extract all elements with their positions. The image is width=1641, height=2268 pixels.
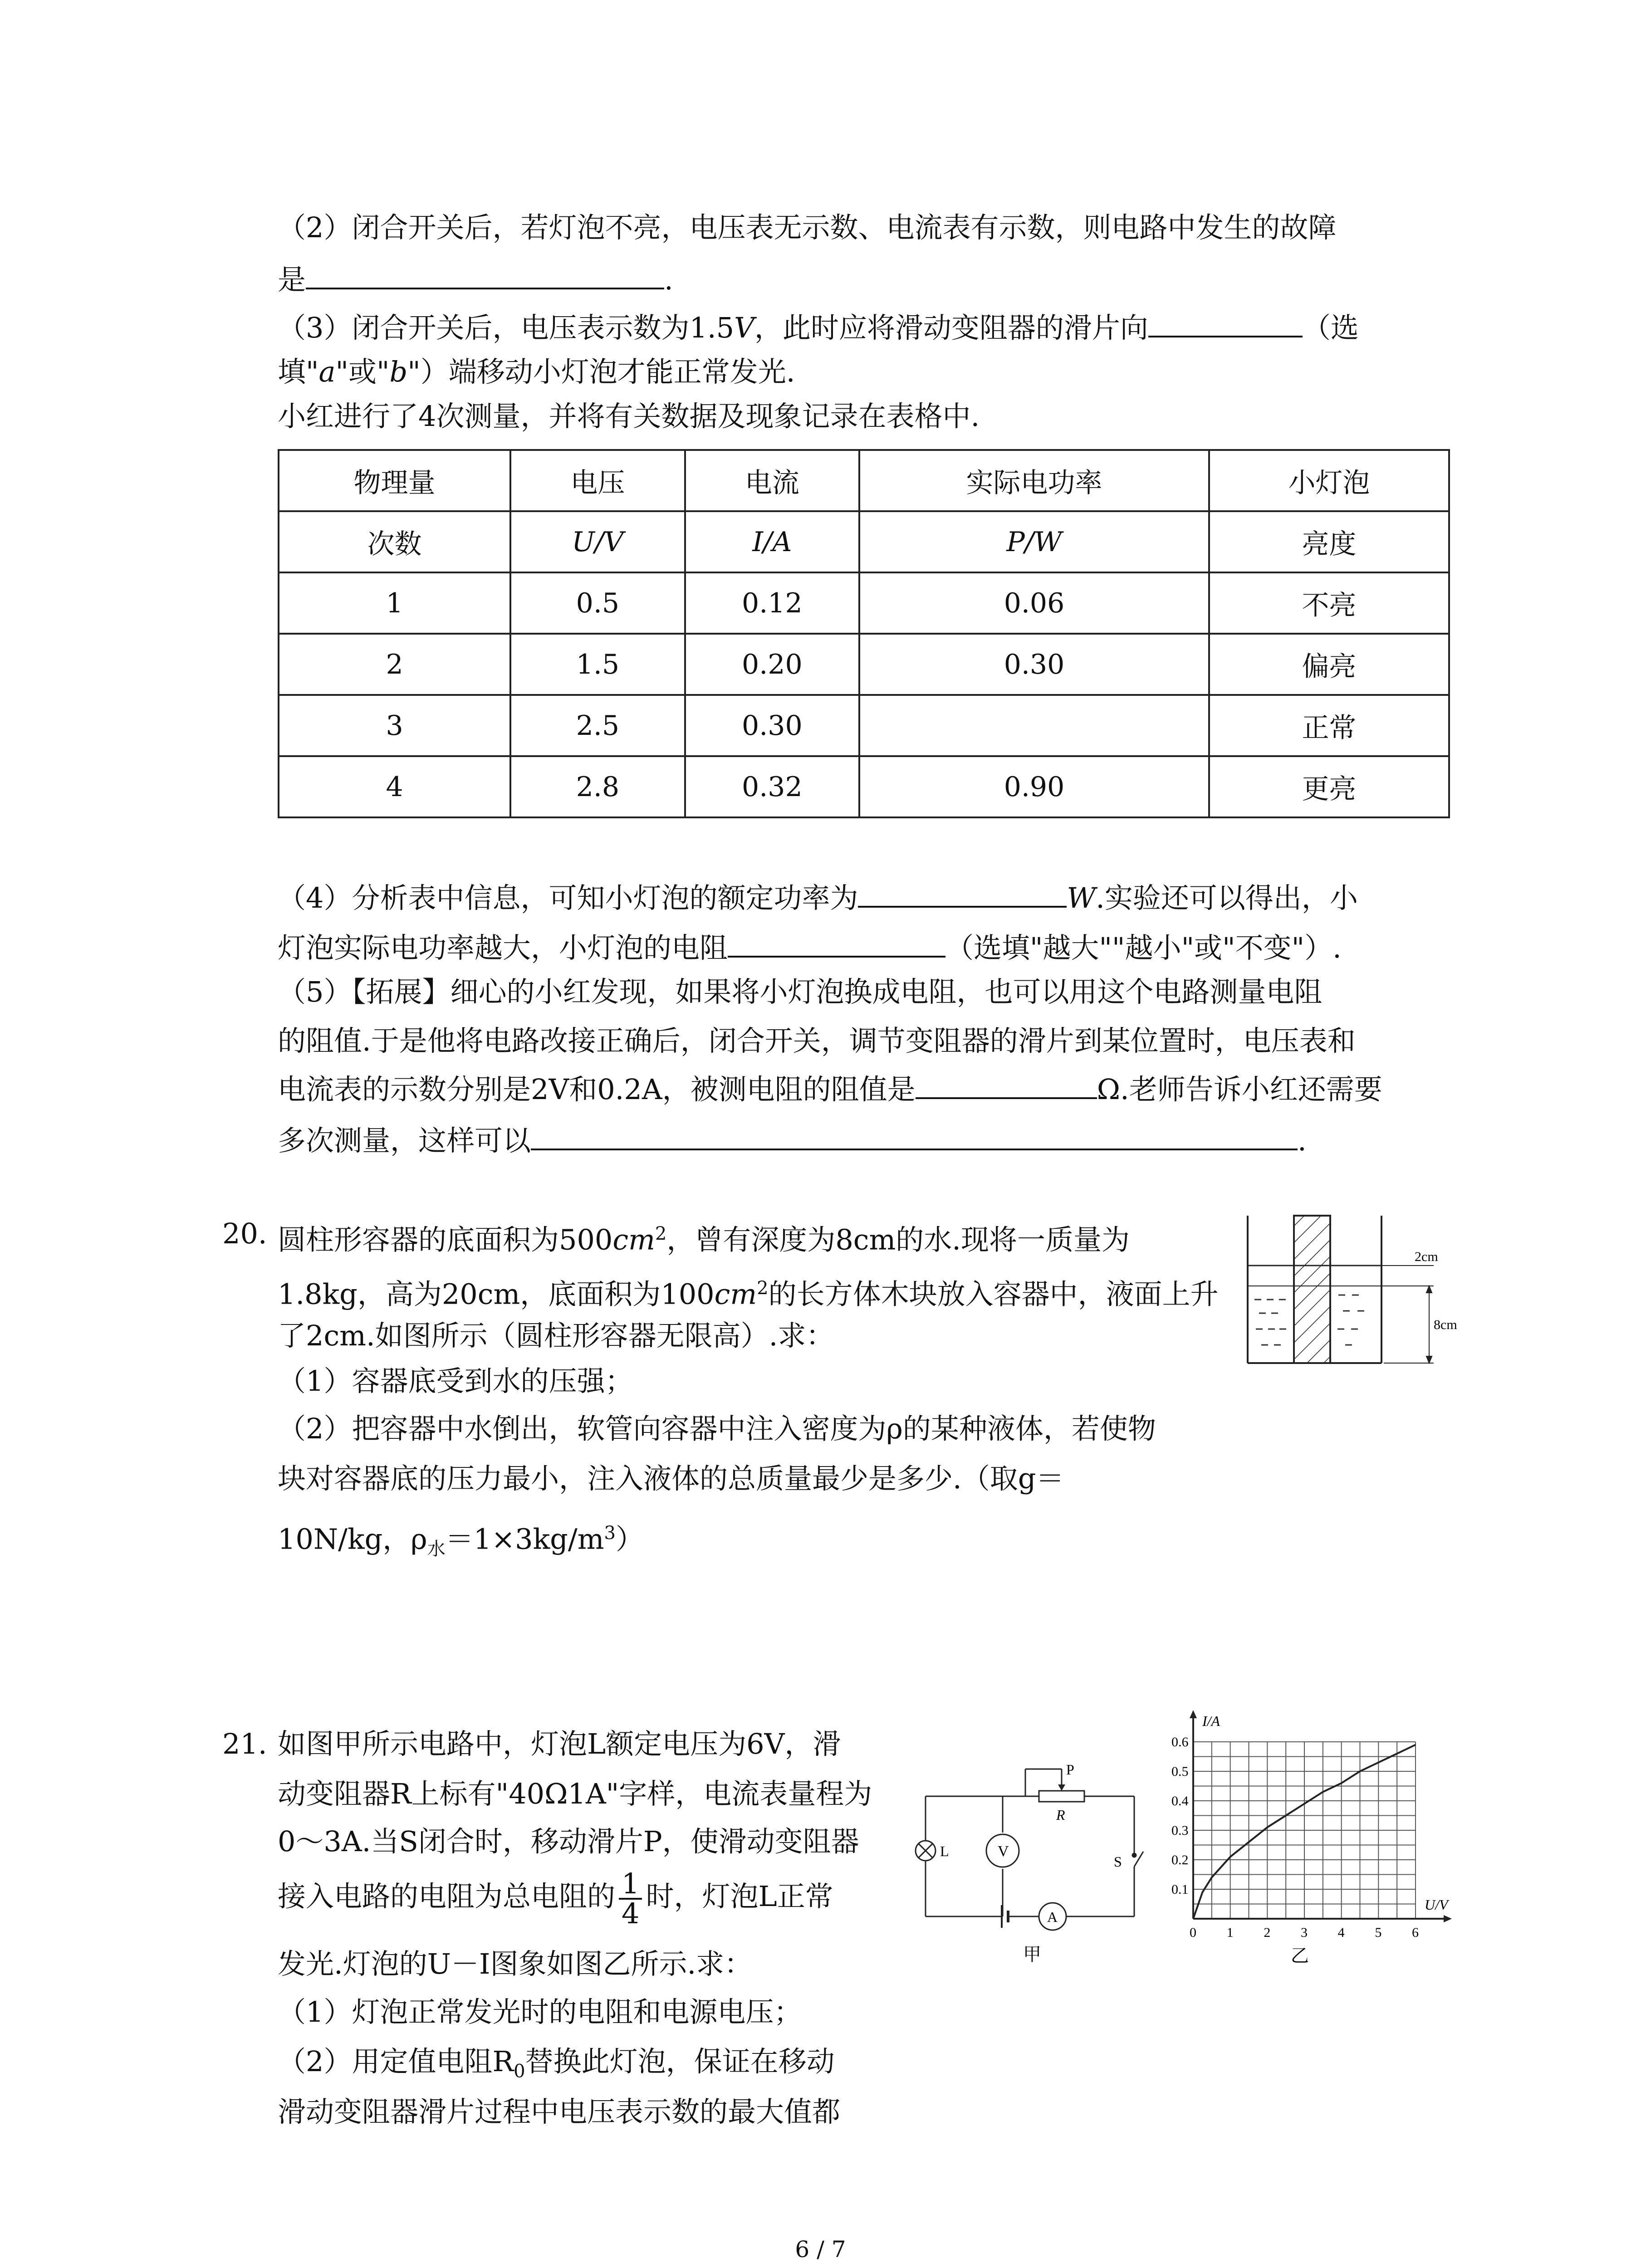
x-tick-label: 6 xyxy=(1412,1925,1419,1940)
q21-part1: （1）灯泡正常发光时的电阻和电源电压； xyxy=(278,1995,802,2028)
chart-caption: 乙 xyxy=(1291,1945,1309,1964)
table-header-cell: 小灯泡 xyxy=(1209,450,1449,511)
table-header-cell: 电压 xyxy=(510,450,685,511)
table-row xyxy=(279,572,1449,634)
container-figure xyxy=(1234,1202,1470,1374)
table-cell: 0.06 xyxy=(859,572,1209,634)
q19-part3-unit: V xyxy=(734,311,754,344)
y-axis-label: I/A xyxy=(1202,1713,1220,1729)
table-cell: 4 xyxy=(279,756,510,817)
table-header-row xyxy=(279,450,1449,511)
q19-option-a: a xyxy=(318,355,336,388)
q21-text-c: （2）用定值电阻R xyxy=(278,2045,514,2078)
table-subheader-cell: 次数 xyxy=(279,511,510,572)
table-subheader-cell: U/V xyxy=(510,511,685,572)
table-cell: 0.5 xyxy=(510,572,685,634)
q19-part5-line1: （5）【拓展】细心的小红发现，如果将小灯泡换成电阻，也可以用这个电路测量电阻 xyxy=(278,975,1323,1008)
q19-part2-line2 xyxy=(278,257,673,303)
label-A: A xyxy=(1047,1909,1058,1925)
q20-text-c: 1.8kg，高为20cm，底面积为100 xyxy=(278,1277,715,1311)
fraction-numerator: 1 xyxy=(619,1870,642,1900)
q19-part3-text-a: （3）闭合开关后，电压表示数为1.5 xyxy=(278,311,735,344)
table-cell: 不亮 xyxy=(1209,572,1449,634)
q20-text-g: ） xyxy=(615,1522,644,1556)
q20-part2-line3 xyxy=(278,1510,644,1572)
table-subheader-cell: P/W xyxy=(859,511,1209,572)
y-tick-label: 0.2 xyxy=(1171,1853,1189,1867)
q21-line1: 如图甲所示电路中，灯泡L额定电压为6V，滑 xyxy=(278,1727,841,1760)
table-cell: 2 xyxy=(279,634,510,695)
wooden-block xyxy=(1294,1216,1330,1363)
y-tick-label: 0.3 xyxy=(1171,1823,1189,1838)
q20-line2: 1.8kg，高为20cm，底面积为$100cm^2$的长方体木块放入容器中，液面上升 xyxy=(278,1277,1219,1311)
q21-line2: 动变阻器R上标有"40Ω1A"字样，电流表量程为 xyxy=(278,1777,872,1810)
q19-intro: 小红进行了4次测量，并将有关数据及现象记录在表格中. xyxy=(278,400,980,433)
answer-blank-fault[interactable] xyxy=(306,260,664,289)
slider-arrow xyxy=(1058,1784,1065,1791)
dimension-lines xyxy=(1381,1266,1434,1363)
q21-line5: 发光.灯泡的U－I图象如图乙所示.求： xyxy=(278,1947,753,1980)
q20-sup-3: 3 xyxy=(604,1523,616,1544)
q20-text-d: 的长方体木块放入容器中，液面上升 xyxy=(768,1277,1219,1311)
q20-part2-line1: （2）把容器中水倒出，软管向容器中注入密度为ρ的某种液体，若使物 xyxy=(278,1412,1156,1445)
q20-text-b: ，曾有深度为8cm的水.现将一质量为 xyxy=(666,1223,1130,1256)
q20-part1: （1）容器底受到水的压强； xyxy=(278,1364,633,1398)
table-cell-empty[interactable] xyxy=(859,695,1209,756)
label-2cm: 2cm xyxy=(1415,1249,1438,1264)
q20-unit-b: cm xyxy=(714,1277,757,1311)
q21-part2-line1 xyxy=(278,2039,835,2094)
table-cell: 1.5 xyxy=(510,634,685,695)
answer-blank-resistance-trend[interactable] xyxy=(728,929,945,958)
q19-part3-text-d: 填" xyxy=(278,355,319,388)
ui-chart xyxy=(1171,1710,1479,1964)
q20-sub-water: 水 xyxy=(427,1539,446,1560)
table-cell: 0.30 xyxy=(685,695,860,756)
answer-blank-rated-power[interactable] xyxy=(858,879,1067,908)
table-cell: 正常 xyxy=(1209,695,1449,756)
label-8cm: 8cm xyxy=(1434,1317,1457,1332)
q21-text-b: 时，灯泡L正常 xyxy=(646,1880,833,1913)
q19-part5-line3 xyxy=(278,1067,1382,1112)
x-axis-arrow xyxy=(1444,1915,1452,1922)
q19-part4-unit: W xyxy=(1067,881,1096,914)
q19-part4-line2 xyxy=(278,925,1342,971)
q21-text-d: 替换此灯泡，保证在移动 xyxy=(525,2045,835,2078)
label-S: S xyxy=(1114,1853,1122,1870)
table-subheader-cell: I/A xyxy=(685,511,860,572)
answer-blank-resistance-value[interactable] xyxy=(916,1070,1097,1099)
q20-line1: 圆柱形容器的底面积为$500cm^2$，曾有深度为8cm的水.现将一质量为 xyxy=(278,1223,1130,1256)
q19-part4-line1 xyxy=(278,875,1358,921)
q19-part5-text-c: 多次测量，这样可以 xyxy=(278,1124,531,1157)
q19-part5-line4 xyxy=(278,1118,1307,1163)
switch-symbol xyxy=(1132,1852,1143,1867)
q19-part5-text-a: 电流表的示数分别是2V和0.2A，被测电阻的阻值是 xyxy=(278,1073,916,1106)
q19-part3-line2 xyxy=(278,349,795,395)
fraction xyxy=(619,1867,642,1930)
table-cell: 偏亮 xyxy=(1209,634,1449,695)
x-tick-label: 2 xyxy=(1264,1925,1271,1940)
table-subheader-cell: 亮度 xyxy=(1209,511,1449,572)
table-cell: 更亮 xyxy=(1209,756,1449,817)
table-cell: 3 xyxy=(279,695,510,756)
table-row xyxy=(279,695,1449,756)
x-tick-label: 3 xyxy=(1301,1925,1308,1940)
chart-grid xyxy=(1193,1742,1416,1919)
y-tick-label: 0.6 xyxy=(1171,1735,1189,1750)
q20-line3: 了2cm.如图所示（圆柱形容器无限高）.求： xyxy=(278,1319,834,1352)
table-cell: 0.30 xyxy=(859,634,1209,695)
x-tick-label: 4 xyxy=(1337,1925,1345,1940)
table-cell: 2.8 xyxy=(510,756,685,817)
circuit-diagram xyxy=(907,1751,1152,1969)
table-header-cell: 电流 xyxy=(685,450,860,511)
q20-unit-a: cm xyxy=(612,1223,655,1256)
q19-part3-text-c: （选 xyxy=(1302,311,1359,344)
fraction-denominator: 4 xyxy=(622,1897,640,1930)
q20-text-a: 圆柱形容器的底面积为500 xyxy=(278,1223,613,1256)
q21-line4 xyxy=(278,1867,833,1930)
table-row xyxy=(279,756,1449,817)
answer-blank-purpose[interactable] xyxy=(531,1121,1298,1150)
answer-blank-direction[interactable] xyxy=(1148,308,1303,337)
label-P: P xyxy=(1066,1761,1074,1778)
y-tick-label: 0.4 xyxy=(1171,1794,1189,1809)
y-tick-label: 0.5 xyxy=(1171,1764,1189,1779)
q21-text-a: 接入电路的电阻为总电阻的 xyxy=(278,1880,616,1913)
label-R: R xyxy=(1056,1807,1065,1823)
q19-part2-suffix: . xyxy=(664,263,673,296)
q19-part2-prefix: 是 xyxy=(278,263,306,296)
q20-part2-line2: 块对容器底的压力最小，注入液体的总质量最少是多少.（取g＝ xyxy=(278,1462,1064,1495)
q19-part3-text-f: "）端移动小灯泡才能正常发光. xyxy=(407,355,795,388)
q21-sub-0: 0 xyxy=(514,2061,525,2082)
q19-part2-line1: （2）闭合开关后，若灯泡不亮，电压表无示数、电流表有示数，则电路中发生的故障 xyxy=(278,211,1337,244)
x-tick-label: 5 xyxy=(1375,1925,1382,1940)
q19-part3-line1 xyxy=(278,305,1359,351)
q21-line3: 0～3A.当S闭合时，移动滑片P，使滑动变阻器 xyxy=(278,1825,859,1858)
label-V: V xyxy=(998,1843,1009,1860)
label-L: L xyxy=(940,1843,949,1859)
x-axis-label: U/V xyxy=(1425,1897,1448,1913)
q20-text-e: 10N/kg，ρ xyxy=(278,1522,427,1556)
chart-ticks xyxy=(1171,1735,1419,1940)
table-subheader-row xyxy=(279,511,1449,572)
q19-part5-text-d: . xyxy=(1298,1124,1307,1157)
rheostat-symbol xyxy=(1039,1791,1084,1802)
table-cell: 0.20 xyxy=(685,634,860,695)
q21-part2-line2: 滑动变阻器滑片过程中电压表示数的最大值都 xyxy=(278,2095,841,2128)
q19-part4-text-d: （选填"越大""越小"或"不变"）. xyxy=(945,931,1342,964)
table-cell: 2.5 xyxy=(510,695,685,756)
q20-text-f: ＝1×3kg/m xyxy=(445,1522,604,1556)
q19-part3-text-b: ，此时应将滑动变阻器的滑片向 xyxy=(754,311,1148,344)
table-cell: 0.32 xyxy=(685,756,860,817)
page-number: 6 / 7 xyxy=(795,2236,846,2263)
y-axis-arrow xyxy=(1190,1710,1197,1718)
table-cell: 0.90 xyxy=(859,756,1209,817)
table-header-cell: 物理量 xyxy=(279,450,510,511)
table-cell: 1 xyxy=(279,572,510,634)
lamp-symbol xyxy=(916,1841,936,1861)
circuit-caption: 甲 xyxy=(1023,1944,1041,1965)
q19-part5-line2: 的阻值.于是他将电路改接正确后，闭合开关，调节变阻器的滑片到某位置时，电压表和 xyxy=(278,1024,1356,1057)
q21-number: 21. xyxy=(222,1727,267,1760)
q19-part4-text-b: .实验还可以得出，小 xyxy=(1096,881,1358,914)
q19-part4-text-c: 灯泡实际电功率越大，小灯泡的电阻 xyxy=(278,931,728,964)
q19-part5-text-b: Ω.老师告诉小红还需要 xyxy=(1097,1073,1382,1106)
q19-part4-text-a: （4）分析表中信息，可知小灯泡的额定功率为 xyxy=(278,881,858,914)
y-tick-label: 0.1 xyxy=(1171,1882,1189,1897)
table-header-cell: 实际电功率 xyxy=(859,450,1209,511)
x-tick-label: 1 xyxy=(1226,1925,1234,1940)
table-cell: 0.12 xyxy=(685,572,860,634)
q19-part3-text-e: "或" xyxy=(335,355,390,388)
x-tick-label: 0 xyxy=(1190,1925,1196,1940)
q20-number: 20. xyxy=(222,1217,267,1250)
table-row xyxy=(279,634,1449,695)
q19-option-b: b xyxy=(389,355,408,388)
data-table xyxy=(278,449,1450,818)
